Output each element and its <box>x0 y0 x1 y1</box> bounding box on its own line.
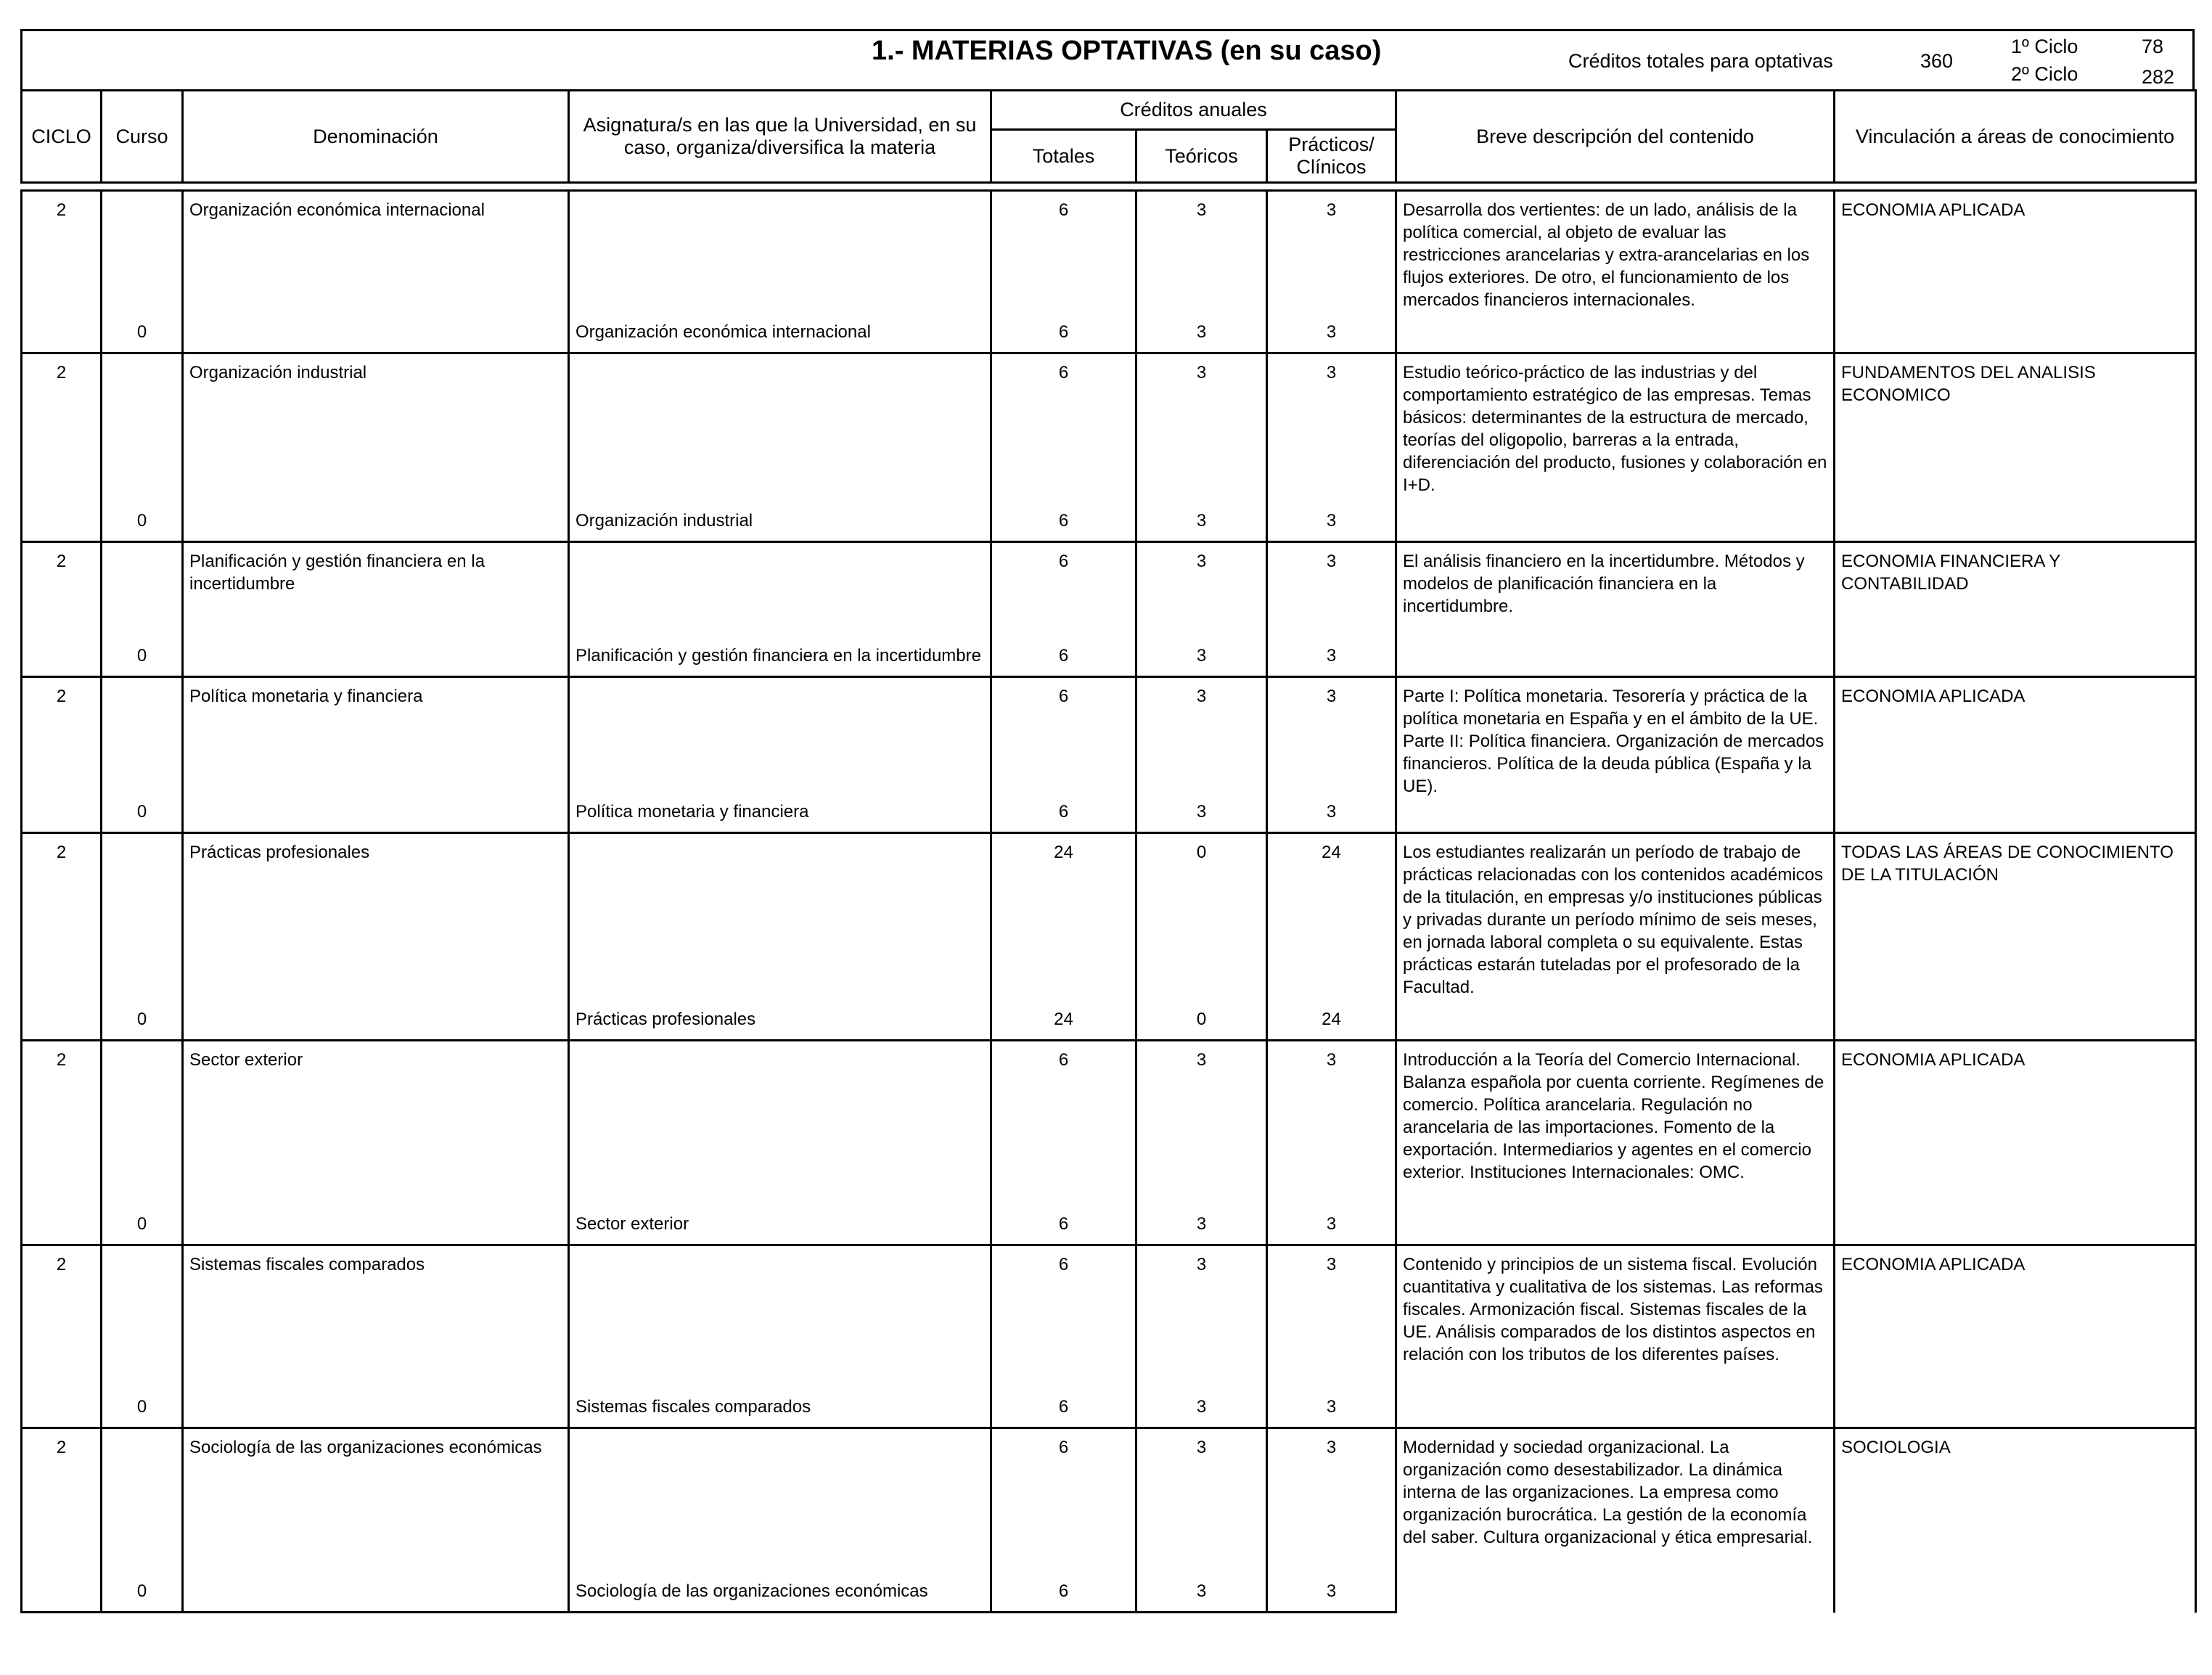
sub-teoricos: 3 <box>1136 1570 1267 1613</box>
sub-denominacion-empty <box>183 1388 569 1428</box>
row-denominacion: Prácticas profesionales <box>183 832 569 999</box>
sub-totales: 6 <box>991 622 1136 677</box>
sub-teoricos: 3 <box>1136 496 1267 542</box>
row-area: TODAS LAS ÁREAS DE CONOCIMIENTO DE LA TITULACIÓN <box>1835 832 2196 1040</box>
row-descripcion: Parte I: Política monetaria. Tesorería y práctica de la política monetaria en España y en el ámbito de la UE. Parte II: Política financiera. Organización de mercados financieros. Política de la deuda pública (España y la UE). <box>1396 677 1835 833</box>
sub-practicos: 3 <box>1267 1205 1396 1245</box>
row-area: FUNDAMENTOS DEL ANALISIS ECONOMICO <box>1835 353 2196 542</box>
sub-asignatura: Sistemas fiscales comparados <box>569 1388 991 1428</box>
sub-practicos: 3 <box>1267 1388 1396 1428</box>
row-denominacion: Organización industrial <box>183 353 569 496</box>
row-descripcion: Estudio teórico-práctico de las industrias y del comportamiento estratégico de las empresas. Temas básicos: determinantes de la estructura de mercado, teorías del oligopolio, barreras a la entrada, diferenciación del producto, fusiones y colaboración en I+D. <box>1396 353 1835 542</box>
col-practicos: Prácticos/ Clínicos <box>1267 130 1396 183</box>
sub-ciclo-empty <box>22 313 102 353</box>
sub-practicos: 3 <box>1267 1570 1396 1613</box>
row-curso-empty <box>102 677 183 793</box>
credits-total-label: Créditos totales para optativas <box>1568 50 1833 72</box>
row-area: ECONOMIA APLICADA <box>1835 1245 2196 1428</box>
sub-teoricos: 0 <box>1136 999 1267 1040</box>
sub-ciclo-empty <box>22 1205 102 1245</box>
row-teoricos: 3 <box>1136 1428 1267 1570</box>
row-ciclo: 2 <box>22 832 102 999</box>
column-header-table <box>20 89 2197 184</box>
col-descripcion: Breve descripción del contenido <box>1396 91 1835 183</box>
sub-practicos: 3 <box>1267 496 1396 542</box>
row-descripcion: Modernidad y sociedad organizacional. La organización como desestabilizador. La dinámica interna de las organizaciones. La empresa como organización burocrática. La gestión de la economía del saber. Cultura organizacional y ética empresarial. <box>1396 1428 1835 1613</box>
page-title: 1.- MATERIAS OPTATIVAS (en su caso) <box>872 36 1382 66</box>
row-teoricos: 3 <box>1136 542 1267 622</box>
row-totales: 24 <box>991 832 1136 999</box>
row-teoricos: 0 <box>1136 832 1267 999</box>
row-ciclo: 2 <box>22 1245 102 1388</box>
row-practicos: 3 <box>1267 1040 1396 1205</box>
row-curso-empty <box>102 832 183 999</box>
sub-curso: 0 <box>102 1205 183 1245</box>
row-practicos: 3 <box>1267 353 1396 496</box>
row-practicos: 3 <box>1267 677 1396 793</box>
col-creditos-anuales: Créditos anuales <box>991 91 1396 130</box>
row-practicos: 3 <box>1267 191 1396 313</box>
sub-asignatura: Política monetaria y financiera <box>569 793 991 833</box>
row-denominacion: Sociología de las organizaciones económicas <box>183 1428 569 1570</box>
row-denominacion: Planificación y gestión financiera en la incertidumbre <box>183 542 569 622</box>
row-asignatura-empty <box>569 542 991 622</box>
row-area: ECONOMIA FINANCIERA Y CONTABILIDAD <box>1835 542 2196 677</box>
row-curso-empty <box>102 1245 183 1388</box>
sub-totales: 6 <box>991 496 1136 542</box>
sub-totales: 6 <box>991 1205 1136 1245</box>
row-totales: 6 <box>991 1428 1136 1570</box>
sub-denominacion-empty <box>183 496 569 542</box>
header-bar <box>20 29 2195 89</box>
col-totales: Totales <box>991 130 1136 183</box>
sub-curso: 0 <box>102 1388 183 1428</box>
sub-practicos: 24 <box>1267 999 1396 1040</box>
sub-curso: 0 <box>102 496 183 542</box>
sub-asignatura: Organización industrial <box>569 496 991 542</box>
row-curso-empty <box>102 542 183 622</box>
row-asignatura-empty <box>569 1040 991 1205</box>
table-row <box>22 677 2196 793</box>
sub-teoricos: 3 <box>1136 1388 1267 1428</box>
row-descripcion: Contenido y principios de un sistema fiscal. Evolución cuantitativa y cualitativa de los sistemas. Las reformas fiscales. Armonización fiscal. Sistemas fiscales de la UE. Análisis comparados de los distintos aspectos en relación con los tributos de los diferentes países. <box>1396 1245 1835 1428</box>
table-row <box>22 353 2196 496</box>
table-row <box>22 1040 2196 1205</box>
row-teoricos: 3 <box>1136 677 1267 793</box>
row-totales: 6 <box>991 542 1136 622</box>
sub-ciclo-empty <box>22 999 102 1040</box>
row-area: ECONOMIA APLICADA <box>1835 677 2196 833</box>
row-area: ECONOMIA APLICADA <box>1835 1040 2196 1245</box>
sub-totales: 6 <box>991 1388 1136 1428</box>
row-asignatura-empty <box>569 1428 991 1570</box>
optativas-table <box>20 189 2197 1613</box>
sub-curso: 0 <box>102 793 183 833</box>
sub-teoricos: 3 <box>1136 313 1267 353</box>
sub-ciclo-empty <box>22 1388 102 1428</box>
ciclo1-value: 78 <box>2142 36 2164 57</box>
sub-asignatura: Organización económica internacional <box>569 313 991 353</box>
sub-asignatura: Planificación y gestión financiera en la incertidumbre <box>569 622 991 677</box>
row-practicos: 24 <box>1267 832 1396 999</box>
sub-curso: 0 <box>102 313 183 353</box>
sub-ciclo-empty <box>22 793 102 833</box>
document-page <box>20 29 2195 1613</box>
sub-ciclo-empty <box>22 622 102 677</box>
row-curso-empty <box>102 1040 183 1205</box>
col-vinculacion: Vinculación a áreas de conocimiento <box>1835 91 2196 183</box>
sub-totales: 6 <box>991 793 1136 833</box>
row-ciclo: 2 <box>22 353 102 496</box>
table-row <box>22 542 2196 622</box>
sub-ciclo-empty <box>22 1570 102 1613</box>
table-row <box>22 1428 2196 1570</box>
row-totales: 6 <box>991 1040 1136 1205</box>
sub-teoricos: 3 <box>1136 793 1267 833</box>
row-ciclo: 2 <box>22 191 102 313</box>
sub-denominacion-empty <box>183 622 569 677</box>
row-area: ECONOMIA APLICADA <box>1835 191 2196 353</box>
row-asignatura-empty <box>569 353 991 496</box>
col-asignatura: Asignatura/s en las que la Universidad, en su caso, organiza/diversifica la materia <box>569 91 991 183</box>
row-ciclo: 2 <box>22 1040 102 1205</box>
sub-denominacion-empty <box>183 1205 569 1245</box>
row-denominacion: Política monetaria y financiera <box>183 677 569 793</box>
row-asignatura-empty <box>569 191 991 313</box>
row-teoricos: 3 <box>1136 1245 1267 1388</box>
row-curso-empty <box>102 191 183 313</box>
sub-curso: 0 <box>102 999 183 1040</box>
col-curso: Curso <box>102 91 183 183</box>
row-descripcion: El análisis financiero en la incertidumbre. Métodos y modelos de planificación financiera en la incertidumbre. <box>1396 542 1835 677</box>
sub-practicos: 3 <box>1267 313 1396 353</box>
row-descripcion: Desarrolla dos vertientes: de un lado, análisis de la política comercial, al objeto de evaluar las restricciones arancelarias y extra-arancelarias en los flujos exteriores. De otro, el funcionamiento de los mercados financieros internacionales. <box>1396 191 1835 353</box>
sub-curso: 0 <box>102 622 183 677</box>
sub-denominacion-empty <box>183 1570 569 1613</box>
row-totales: 6 <box>991 1245 1136 1388</box>
sub-denominacion-empty <box>183 999 569 1040</box>
col-ciclo: CICLO <box>22 91 102 183</box>
row-practicos: 3 <box>1267 542 1396 622</box>
row-practicos: 3 <box>1267 1245 1396 1388</box>
sub-teoricos: 3 <box>1136 622 1267 677</box>
row-ciclo: 2 <box>22 1428 102 1570</box>
sub-ciclo-empty <box>22 496 102 542</box>
row-asignatura-empty <box>569 677 991 793</box>
sub-practicos: 3 <box>1267 622 1396 677</box>
ciclo1-label: 1º Ciclo <box>2011 36 2078 57</box>
col-denominacion: Denominación <box>183 91 569 183</box>
table-row <box>22 1245 2196 1388</box>
row-totales: 6 <box>991 677 1136 793</box>
table-row <box>22 191 2196 313</box>
row-descripcion: Los estudiantes realizarán un período de trabajo de prácticas relacionadas con los contenidos académicos de la titulación, en empresas y/o instituciones públicas y privadas durante un período mínimo de seis meses, en jornada laboral completa o su equivalente. Estas prácticas estarán tuteladas por el profesorado de la Facultad. <box>1396 832 1835 1040</box>
sub-totales: 6 <box>991 313 1136 353</box>
sub-practicos: 3 <box>1267 793 1396 833</box>
row-totales: 6 <box>991 353 1136 496</box>
ciclo2-label: 2º Ciclo <box>2011 63 2078 85</box>
sub-asignatura: Prácticas profesionales <box>569 999 991 1040</box>
row-curso-empty <box>102 1428 183 1570</box>
table-row <box>22 832 2196 999</box>
sub-denominacion-empty <box>183 313 569 353</box>
sub-totales: 24 <box>991 999 1136 1040</box>
row-teoricos: 3 <box>1136 191 1267 313</box>
sub-teoricos: 3 <box>1136 1205 1267 1245</box>
row-ciclo: 2 <box>22 542 102 622</box>
sub-totales: 6 <box>991 1570 1136 1613</box>
row-curso-empty <box>102 353 183 496</box>
row-asignatura-empty <box>569 1245 991 1388</box>
row-totales: 6 <box>991 191 1136 313</box>
row-denominacion: Sector exterior <box>183 1040 569 1205</box>
row-ciclo: 2 <box>22 677 102 793</box>
col-teoricos: Teóricos <box>1136 130 1267 183</box>
sub-asignatura: Sociología de las organizaciones económicas <box>569 1570 991 1613</box>
sub-denominacion-empty <box>183 793 569 833</box>
row-area: SOCIOLOGIA <box>1835 1428 2196 1613</box>
ciclo2-value: 282 <box>2142 66 2175 88</box>
row-teoricos: 3 <box>1136 1040 1267 1205</box>
row-descripcion: Introducción a la Teoría del Comercio Internacional. Balanza española por cuenta corriente. Regímenes de comercio. Política arancelaria. Regulación no arancelaria de las importaciones. Fomento de la exportación. Intermediarios y agentes en el comercio exterior. Instituciones Internacionales: OMC. <box>1396 1040 1835 1245</box>
row-practicos: 3 <box>1267 1428 1396 1570</box>
row-asignatura-empty <box>569 832 991 999</box>
sub-asignatura: Sector exterior <box>569 1205 991 1245</box>
row-denominacion: Sistemas fiscales comparados <box>183 1245 569 1388</box>
row-teoricos: 3 <box>1136 353 1267 496</box>
row-denominacion: Organización económica internacional <box>183 191 569 313</box>
sub-curso: 0 <box>102 1570 183 1613</box>
credits-total-value: 360 <box>1920 50 1954 72</box>
